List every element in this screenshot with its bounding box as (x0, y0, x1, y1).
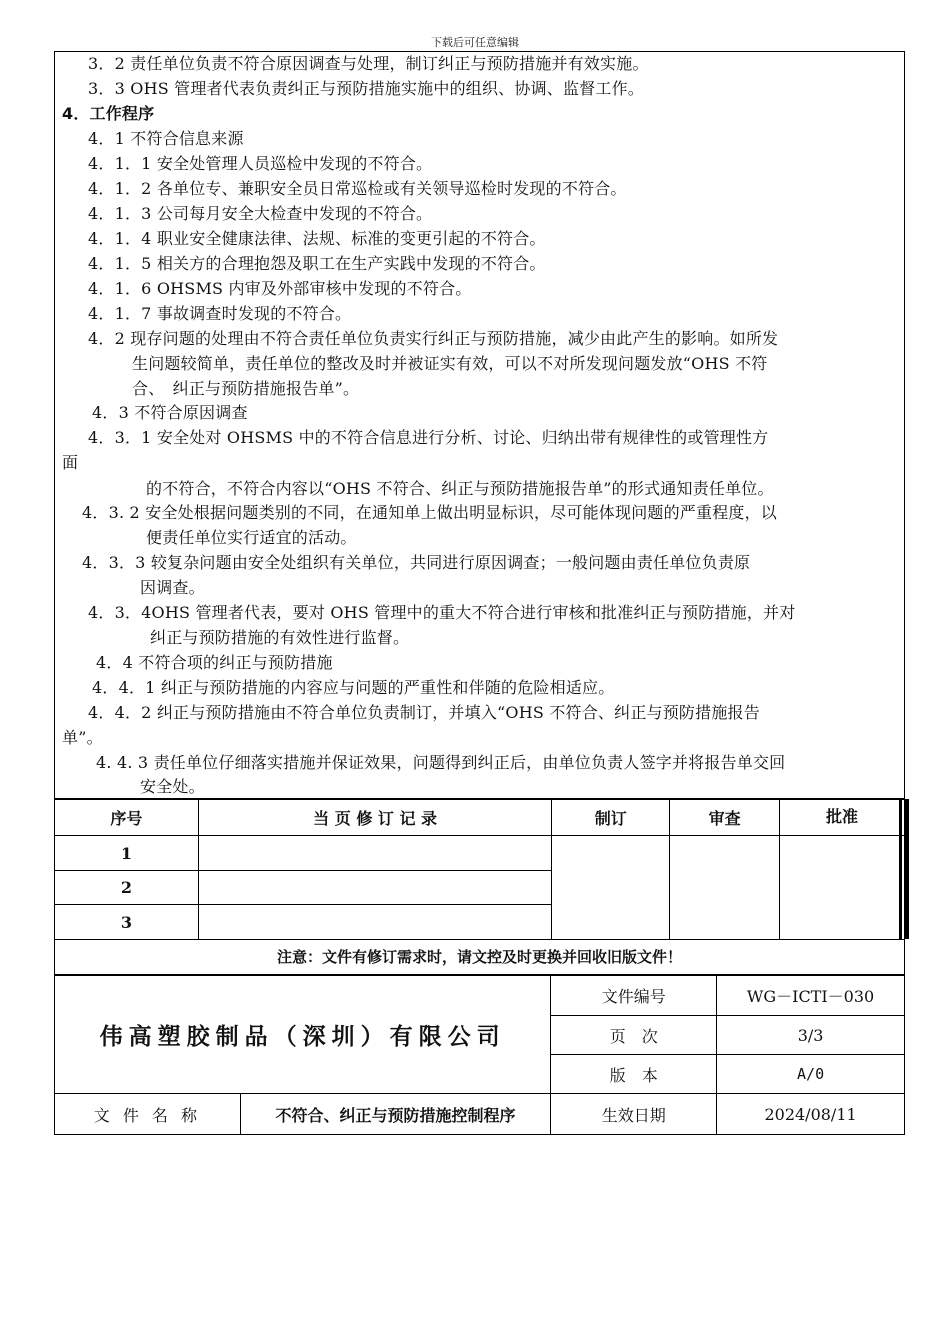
thick-border-bar (905, 799, 909, 939)
revision-record-cell (198, 871, 552, 905)
clause-4-3-1-line3: 的不符合，不符合内容以“OHS 不符合、纠正与预防措施报告单”的形式通知责任单位。 (146, 479, 774, 498)
version-value: A/0 (717, 1055, 905, 1094)
clause-4-3-1-line1: 4．3．1 安全处对 OHSMS 中的不符合信息进行分析、讨论、归纳出带有规律性的或管理性方 (88, 428, 769, 447)
doc-no-value: WG－ICTI－030 (717, 976, 905, 1016)
clause-4-4-2-line2: 单”。 (62, 728, 103, 747)
draft-signature-cell (552, 836, 670, 940)
page-label: 页 次 (551, 1016, 717, 1055)
row-number: 1 (55, 836, 199, 871)
company-name: 伟高塑胶制品（深圳）有限公司 (55, 976, 551, 1094)
footer-table (54, 975, 905, 1135)
clause-4-1-7: 4．1．7 事故调查时发现的不符合。 (88, 304, 352, 323)
clause-4-3-2-line2: 便责任单位实行适宜的活动。 (146, 528, 357, 547)
clause-4-1-5: 4．1．5 相关方的合理抱怨及职工在生产实践中发现的不符合。 (88, 254, 546, 273)
version-label: 版 本 (551, 1055, 717, 1094)
revision-record-cell (198, 836, 552, 871)
clause-4-1-3: 4．1．3 公司每月安全大检查中发现的不符合。 (88, 204, 433, 223)
row-number: 3 (55, 905, 199, 940)
col-header-record: 当 页 修 订 记 录 (198, 800, 552, 836)
clause-4-4-3-line1: 4. 4. 3 责任单位仔细落实措施并保证效果，问题得到纠正后，由单位负责人签字并将报告单交回 (96, 753, 786, 772)
clause-3-2: 3．2 责任单位负责不符合原因调查与处理，制订纠正与预防措施并有效实施。 (88, 54, 649, 73)
file-name-value: 不符合、纠正与预防措施控制程序 (240, 1094, 551, 1135)
revision-notice: 注意：文件有修订需求时，请文控及时更换并回收旧版文件！ (54, 940, 905, 975)
approve-signature-cell (780, 836, 905, 940)
clause-4-1-4: 4．1．4 职业安全健康法律、法规、标准的变更引起的不符合。 (88, 229, 546, 248)
clause-4-4-1: 4．4．1 纠正与预防措施的内容应与问题的严重性和伴随的危险相适应。 (92, 678, 615, 697)
clause-4-2-line1: 4．2 现存问题的处理由不符合责任单位负责实行纠正与预防措施，减少由此产生的影响。如所发 (88, 329, 779, 348)
clause-4-4-2-line1: 4．4．2 纠正与预防措施由不符合单位负责制订，并填入“OHS 不符合、纠正与预防措施报告 (88, 703, 760, 722)
file-name-label: 文 件 名 称 (55, 1094, 241, 1135)
clause-3-3: 3．3 OHS 管理者代表负责纠正与预防措施实施中的组织、协调、监督工作。 (88, 79, 644, 98)
revision-record-cell (198, 905, 552, 940)
col-header-seq: 序号 (55, 800, 199, 836)
clause-4-3: 4．3 不符合原因调查 (92, 403, 248, 422)
clause-4-3-3-line1: 4．3．3 较复杂问题由安全处组织有关单位，共同进行原因调查；一般问题由责任单位负责原 (82, 553, 751, 572)
clause-4-4: 4．4 不符合项的纠正与预防措施 (96, 653, 333, 672)
clause-4-3-1-line2: 面 (62, 453, 79, 472)
review-signature-cell (670, 836, 780, 940)
clause-4-1: 4．1 不符合信息来源 (88, 129, 244, 148)
header-note: 下载后可任意编辑 (431, 36, 519, 49)
page-value: 3/3 (717, 1016, 905, 1055)
clause-4-1-1: 4．1．1 安全处管理人员巡检中发现的不符合。 (88, 154, 433, 173)
effective-date-value: 2024/08/11 (717, 1094, 905, 1135)
row-number: 2 (55, 871, 199, 905)
clause-4-4-3-line2: 安全处。 (140, 777, 205, 796)
col-header-draft: 制订 (552, 800, 670, 836)
clause-4-3-3-line2: 因调查。 (140, 578, 205, 597)
section-4-heading: 4．工作程序 (62, 104, 155, 123)
doc-no-label: 文件编号 (551, 976, 717, 1016)
clause-4-3-4-line1: 4．3．4OHS 管理者代表，要对 OHS 管理中的重大不符合进行审核和批准纠正与预防措施，并对 (88, 603, 796, 622)
clause-4-3-4-line2: 纠正与预防措施的有效性进行监督。 (150, 628, 410, 647)
revision-table (54, 799, 905, 940)
clause-4-2-line3: 合、 纠正与预防措施报告单”。 (132, 379, 360, 398)
clause-4-2-line2: 生问题较简单，责任单位的整改及时并被证实有效，可以不对所发现问题发放“OHS 不符 (132, 354, 768, 373)
effective-date-label: 生效日期 (551, 1094, 717, 1135)
clause-4-1-2: 4．1．2 各单位专、兼职安全员日常巡检或有关领导巡检时发现的不符合。 (88, 179, 627, 198)
col-header-approve: 批准 (780, 800, 905, 836)
col-header-review: 审查 (670, 800, 780, 836)
clause-4-3-2-line1: 4．3. 2 安全处根据问题类别的不同，在通知单上做出明显标识，尽可能体现问题的严重程度，以 (82, 503, 777, 522)
clause-4-1-6: 4．1．6 OHSMS 内审及外部审核中发现的不符合。 (88, 279, 472, 298)
thick-border-bar (899, 799, 902, 939)
